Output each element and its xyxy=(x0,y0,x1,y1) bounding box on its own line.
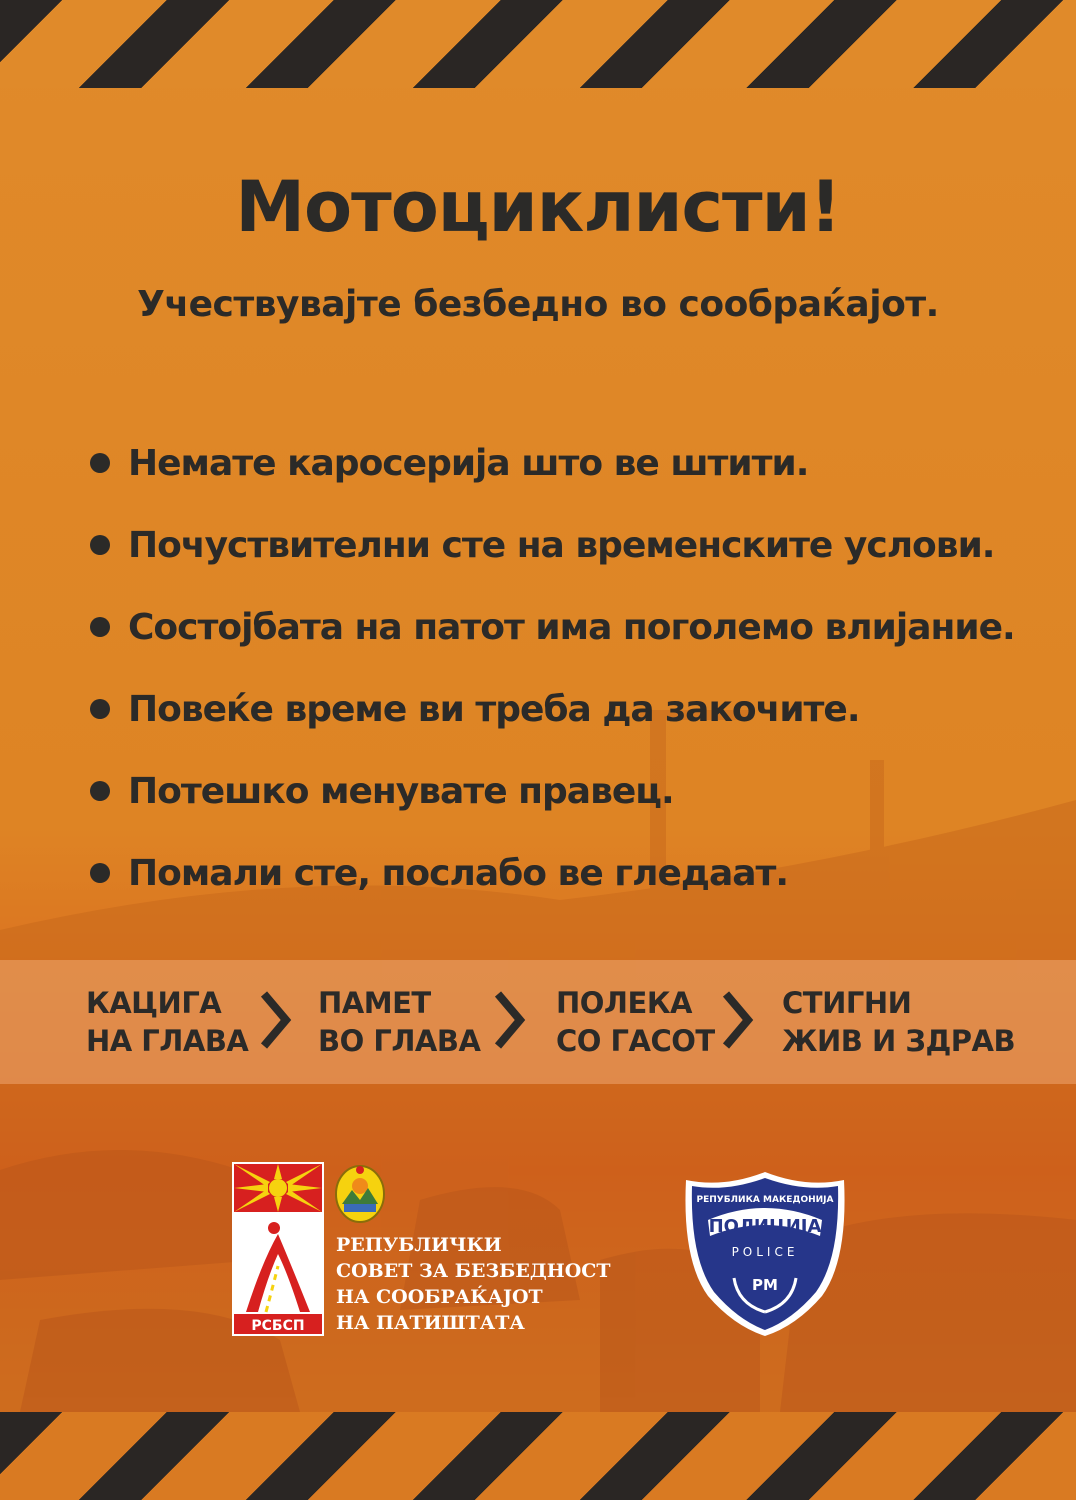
police-badge-icon xyxy=(682,1170,848,1338)
list-item: Почуствителни сте на временските услови. xyxy=(90,504,1050,586)
bullet-icon xyxy=(90,535,110,555)
poster-title: Мотоциклисти! xyxy=(235,166,841,248)
chevron-right-icon xyxy=(722,990,754,1050)
police-badge-main-text: ПОЛИЦИЈА xyxy=(708,1216,822,1237)
poster-subtitle: Учествувајте безбедно во сообраќајот. xyxy=(137,284,939,325)
hazard-stripes-top xyxy=(0,0,1076,88)
organization-name: РЕПУБЛИЧКИ СОВЕТ ЗА БЕЗБЕДНОСТ НА СООБРАЌАЈОТ НА ПАТИШТАТА xyxy=(336,1234,611,1334)
chevron-right-icon xyxy=(260,990,292,1050)
slogan-helmet: КАЦИГА НА ГЛАВА xyxy=(86,986,249,1058)
slogan-throttle: ПОЛЕКА СО ГАСОТ xyxy=(556,986,715,1058)
warning-list xyxy=(90,422,1050,914)
bullet-icon xyxy=(90,453,110,473)
list-item: Состојбата на патот има поголемо влијание. xyxy=(90,586,1050,668)
list-item: Немате каросерија што ве штити. xyxy=(90,422,1050,504)
police-badge-sub-text: POLICE xyxy=(731,1245,799,1259)
list-item: Повеќе време ви треба да закочите. xyxy=(90,668,1050,750)
slogan-mind: ПАМЕТ ВО ГЛАВА xyxy=(318,986,481,1058)
hazard-stripes-bottom xyxy=(0,1412,1076,1500)
bullet-icon xyxy=(90,863,110,883)
slogan-arrive: СТИГНИ ЖИВ И ЗДРАВ xyxy=(782,986,1016,1058)
rsbsp-logo-text: РСБСП xyxy=(251,1318,305,1334)
list-item: Потешко менувате правец. xyxy=(90,750,1050,832)
police-badge-top-text: РЕПУБЛИКА МАКЕДОНИЈА xyxy=(696,1195,834,1205)
bullet-icon xyxy=(90,617,110,637)
bullet-icon xyxy=(90,699,110,719)
bullet-icon xyxy=(90,781,110,801)
chevron-right-icon xyxy=(494,990,526,1050)
police-badge-initials: РМ xyxy=(752,1276,778,1294)
rsbsp-logo xyxy=(232,1162,324,1336)
list-item: Помали сте, послабо ве гледаат. xyxy=(90,832,1050,914)
coat-of-arms-icon xyxy=(334,1164,386,1224)
